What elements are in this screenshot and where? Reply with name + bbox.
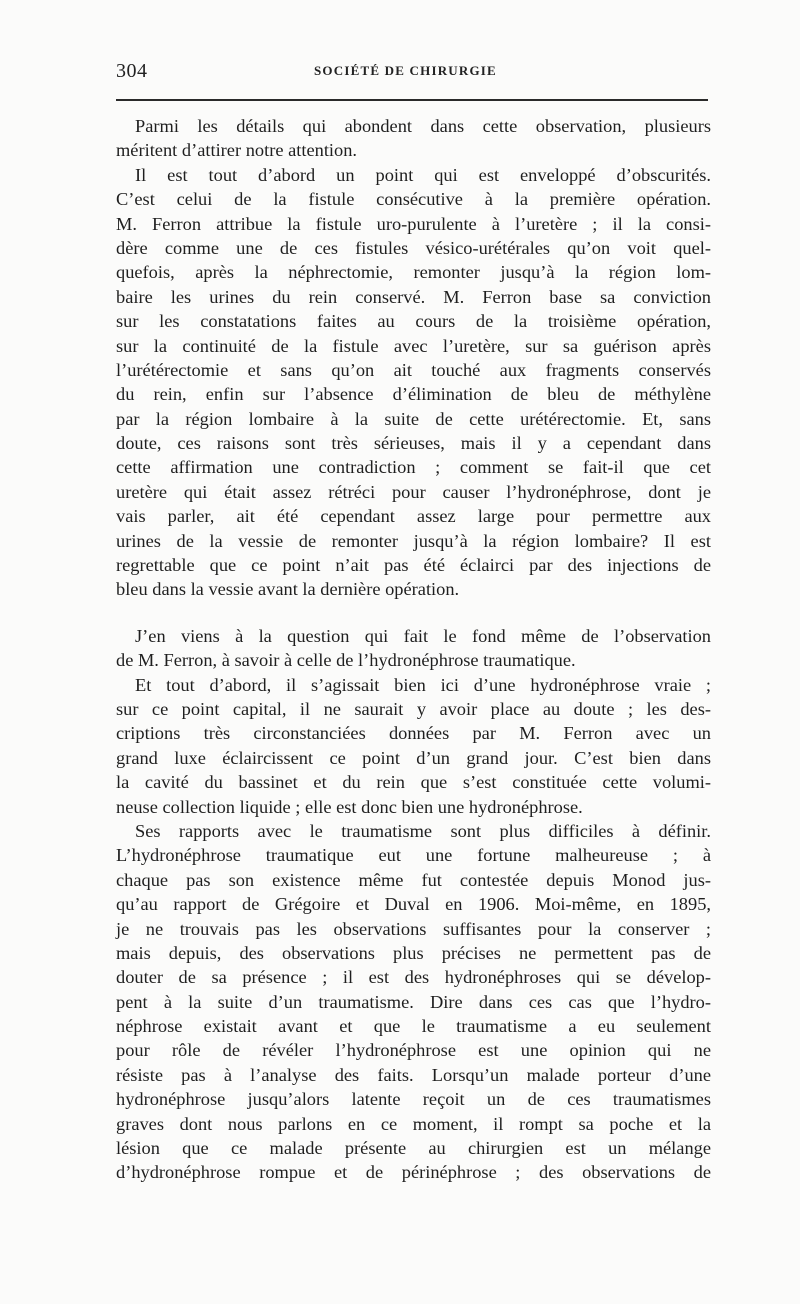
text-line: je ne trouvais pas les observations suffisantes pour la conserver ; <box>116 918 711 939</box>
text-line: doute, ces raisons sont très sérieuses, mais il y a cependant dans <box>116 433 711 454</box>
header-rule <box>116 99 708 101</box>
text-line: d’hydronéphrose rompue et de périnéphrose ; des observations de <box>116 1162 711 1183</box>
text-line: Ses rapports avec le traumatisme sont plus difficiles à définir. <box>135 820 711 841</box>
text-line: lésion que ce malade présente au chirurgien est un mélange <box>116 1138 711 1159</box>
text-line: chaque pas son existence même fut contestée depuis Monod jus- <box>116 869 711 890</box>
text-line: néphrose existait avant et que le traumatisme a eu seulement <box>116 1016 711 1037</box>
text-line: bleu dans la vessie avant la dernière opération. <box>116 579 460 600</box>
text-line: résiste pas à l’analyse des faits. Lorsqu’un malade porteur d’une <box>116 1064 711 1085</box>
text-line: vais parler, ait été cependant assez large pour permettre aux <box>116 506 711 527</box>
body-text <box>116 114 711 1185</box>
text-line: baire les urines du rein conservé. M. Ferron base sa conviction <box>116 286 711 307</box>
text-line: uretère qui était assez rétréci pour causer l’hydronéphrose, dont je <box>116 481 711 502</box>
text-line: quefois, après la néphrectomie, remonter jusqu’à la région lom- <box>116 262 711 283</box>
text-line: méritent d’attirer notre attention. <box>116 140 358 161</box>
text-line: du rein, enfin sur l’absence d’élimination de bleu de méthylène <box>116 384 711 405</box>
text-line: J’en viens à la question qui fait le fond même de l’observation <box>135 625 711 646</box>
text-line: graves dont nous parlons en ce moment, il rompt sa poche et la <box>116 1113 711 1134</box>
text-line: dère comme une de ces fistules vésico-urétérales qu’on voit quel- <box>116 237 711 258</box>
text-line: neuse collection liquide ; elle est donc bien une hydronéphrose. <box>116 796 583 817</box>
text-line: cette affirmation une contradiction ; comment se fait-il que cet <box>116 457 711 478</box>
text-line: la cavité du bassinet et du rein que s’est constituée cette volumi- <box>116 772 711 793</box>
text-line: douter de sa présence ; il est des hydronéphroses qui se dévelop- <box>116 967 711 988</box>
text-line: l’urétérectomie et sans qu’on ait touché aux fragments conservés <box>116 359 711 380</box>
text-line: grand luxe éclaircissent ce point d’un grand jour. C’est bien dans <box>116 747 711 768</box>
running-head: SOCIÉTÉ DE CHIRURGIE <box>314 63 497 78</box>
text-line: mais depuis, des observations plus précises ne permettent pas de <box>116 942 711 963</box>
text-line: regrettable que ce point n’ait pas été éclairci par des injections de <box>116 555 711 576</box>
text-line: hydronéphrose jusqu’alors latente reçoit un de ces traumatismes <box>116 1089 711 1110</box>
text-line: criptions très circonstanciées données par M. Ferron avec un <box>116 723 711 744</box>
text-line: Il est tout d’abord un point qui est enveloppé d’obscurités. <box>135 164 711 185</box>
text-line: Parmi les détails qui abondent dans cette observation, plusieurs <box>135 116 711 136</box>
text-line: L’hydronéphrose traumatique eut une fortune malheureuse ; à <box>116 845 711 866</box>
text-line: sur les constatations faites au cours de la troisième opération, <box>116 311 711 332</box>
page-header <box>116 58 711 86</box>
text-line: sur ce point capital, il ne saurait y avoir place au doute ; les des- <box>116 698 711 719</box>
text-line: Et tout d’abord, il s’agissait bien ici d’une hydronéphrose vraie ; <box>135 674 711 695</box>
text-line: M. Ferron attribue la fistule uro-purulente à l’uretère ; il la consi- <box>116 213 711 234</box>
text-line: de M. Ferron, à savoir à celle de l’hydronéphrose traumatique. <box>116 650 576 671</box>
text-line: qu’au rapport de Grégoire et Duval en 1906. Moi-même, en 1895, <box>116 894 711 915</box>
text-line: C’est celui de la fistule consécutive à la première opération. <box>116 189 711 210</box>
page-number: 304 <box>116 60 148 82</box>
text-line: urines de la vessie de remonter jusqu’à la région lombaire? Il est <box>116 530 711 551</box>
section-break <box>116 602 711 624</box>
text-line: par la région lombaire à la suite de cette urétérectomie. Et, sans <box>116 408 711 429</box>
text-line: pent à la suite d’un traumatisme. Dire dans ces cas que l’hydro- <box>116 991 711 1012</box>
text-line: pour rôle de révéler l’hydronéphrose est une opinion qui ne <box>116 1040 711 1061</box>
text-line: sur la continuité de la fistule avec l’uretère, sur sa guérison après <box>116 335 711 356</box>
